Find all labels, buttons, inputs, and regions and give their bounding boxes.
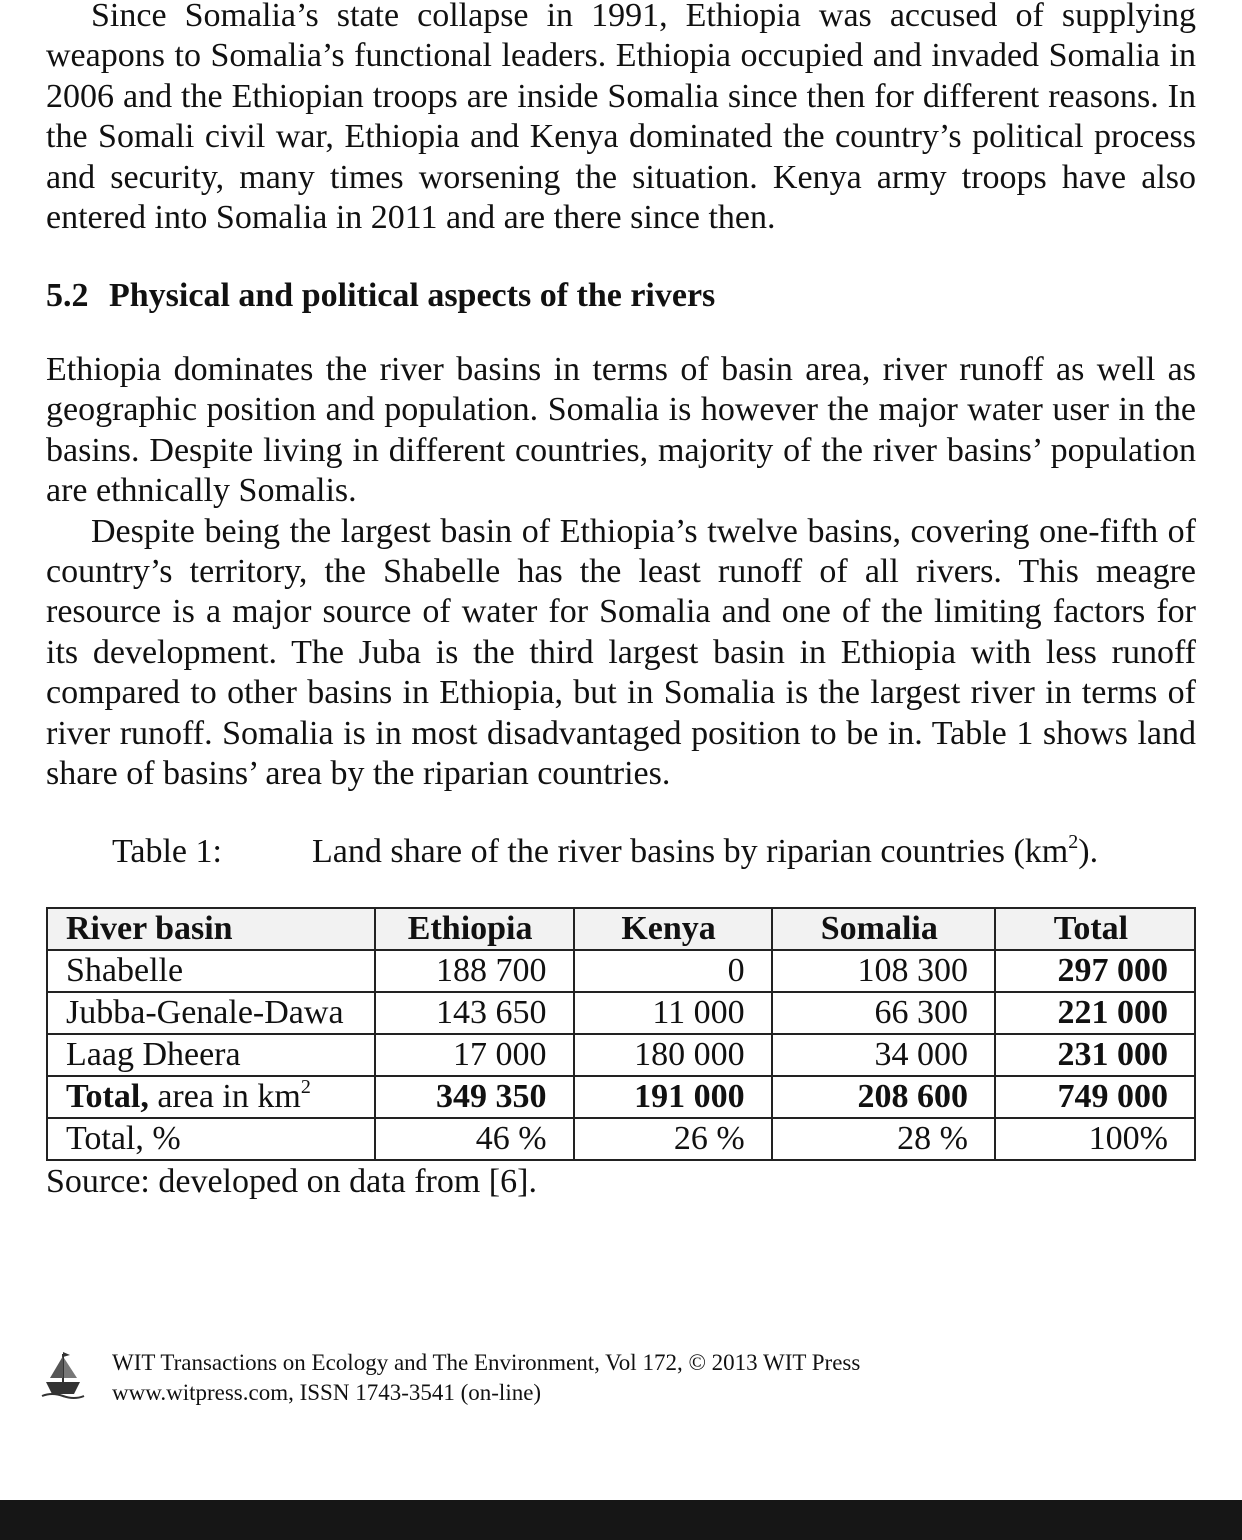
total-label-rest: area in km [148, 1078, 301, 1115]
basin-cell [47, 1076, 375, 1118]
table-row [47, 1034, 1195, 1076]
table-source: Source: developed on data from [6]. [46, 1163, 537, 1200]
section-number: 5.2 [46, 277, 89, 314]
kenya-cell: 0 [574, 950, 772, 992]
somalia-cell: 108 300 [772, 950, 995, 992]
caption-end: ). [1078, 833, 1099, 870]
somalia-cell: 34 000 [772, 1034, 995, 1076]
land-share-table [46, 907, 1196, 1161]
total-percent-row [47, 1118, 1195, 1160]
paragraph: Despite being the largest basin of Ethiopia’s twelve basins, covering one-fifth of country’s territory, the Shabelle has the least runoff of all rivers. This meagre resource is a major source of water for Somalia and one of the limiting factors for its development. The Juba is the third largest basin in Ethiopia with less runoff compared to other basins in Ethiopia, but in Somalia is the largest river in terms of river runoff. Somalia is in most disadvantaged position to be in. Table 1 shows land share of basins’ area by the riparian countries. [46, 512, 1196, 793]
footer-line: www.witpress.com, ISSN 1743-3541 (on-line) [112, 1380, 542, 1405]
footer-text [112, 1348, 860, 1408]
kenya-cell: 191 000 [574, 1076, 772, 1118]
ethiopia-cell: 143 650 [375, 992, 574, 1034]
basin-cell: Total, % [47, 1118, 375, 1160]
table-header-row [47, 908, 1195, 950]
table-caption-label: Table 1: [112, 833, 222, 870]
ethiopia-cell: 188 700 [375, 950, 574, 992]
total-area-row [47, 1076, 1195, 1118]
total-label-bold: Total, [66, 1078, 149, 1115]
basin-cell: Laag Dheera [47, 1034, 375, 1076]
superscript: 2 [1068, 831, 1079, 853]
paragraph: Ethiopia dominates the river basins in terms of basin area, river runoff as well as geographic position and population. Somalia is however the major water user in the basins. Despite living in different countries, majority of the river basins’ population are ethnically Somalis. [46, 351, 1196, 510]
body-text [46, 350, 1196, 794]
section-title: Physical and political aspects of the rivers [109, 277, 716, 314]
page-footer [46, 1348, 1196, 1408]
column-header: Ethiopia [375, 908, 574, 950]
kenya-cell: 26 % [574, 1118, 772, 1160]
footer-line: WIT Transactions on Ecology and The Environment, Vol 172, © 2013 WIT Press [112, 1350, 861, 1375]
paragraph: Since Somalia’s state collapse in 1991, Ethiopia was accused of supplying weapons to Somalia’s functional leaders. Ethiopia occupied and invaded Somalia in 2006 and the Ethiopian troops are inside Somalia since then for different reasons. In the Somali civil war, Ethiopia and Kenya dominated the country’s political process and security, many times worsening the situation. Kenya army troops have also entered into Somalia in 2011 and are there since then. [46, 0, 1196, 237]
column-header: Total [995, 908, 1195, 950]
section-heading [46, 276, 1196, 316]
ethiopia-cell: 17 000 [375, 1034, 574, 1076]
ship-logo-icon [40, 1348, 86, 1400]
ethiopia-cell: 46 % [375, 1118, 574, 1160]
table-row [47, 992, 1195, 1034]
somalia-cell: 28 % [772, 1118, 995, 1160]
kenya-cell: 11 000 [574, 992, 772, 1034]
basin-cell: Shabelle [47, 950, 375, 992]
column-header: River basin [47, 908, 375, 950]
total-cell: 221 000 [995, 992, 1195, 1034]
table-row [47, 950, 1195, 992]
superscript: 2 [300, 1076, 311, 1098]
bottom-bar [0, 1500, 1242, 1540]
total-cell: 749 000 [995, 1076, 1195, 1118]
somalia-cell: 208 600 [772, 1076, 995, 1118]
basin-cell: Jubba-Genale-Dawa [47, 992, 375, 1034]
table-caption [112, 830, 1212, 874]
ethiopia-cell: 349 350 [375, 1076, 574, 1118]
table-caption-text: Land share of the river basins by riparian countries (km [312, 833, 1069, 870]
column-header: Somalia [772, 908, 995, 950]
column-header: Kenya [574, 908, 772, 950]
somalia-cell: 66 300 [772, 992, 995, 1034]
total-cell: 100% [995, 1118, 1195, 1160]
total-cell: 297 000 [995, 950, 1195, 992]
kenya-cell: 180 000 [574, 1034, 772, 1076]
total-cell: 231 000 [995, 1034, 1195, 1076]
